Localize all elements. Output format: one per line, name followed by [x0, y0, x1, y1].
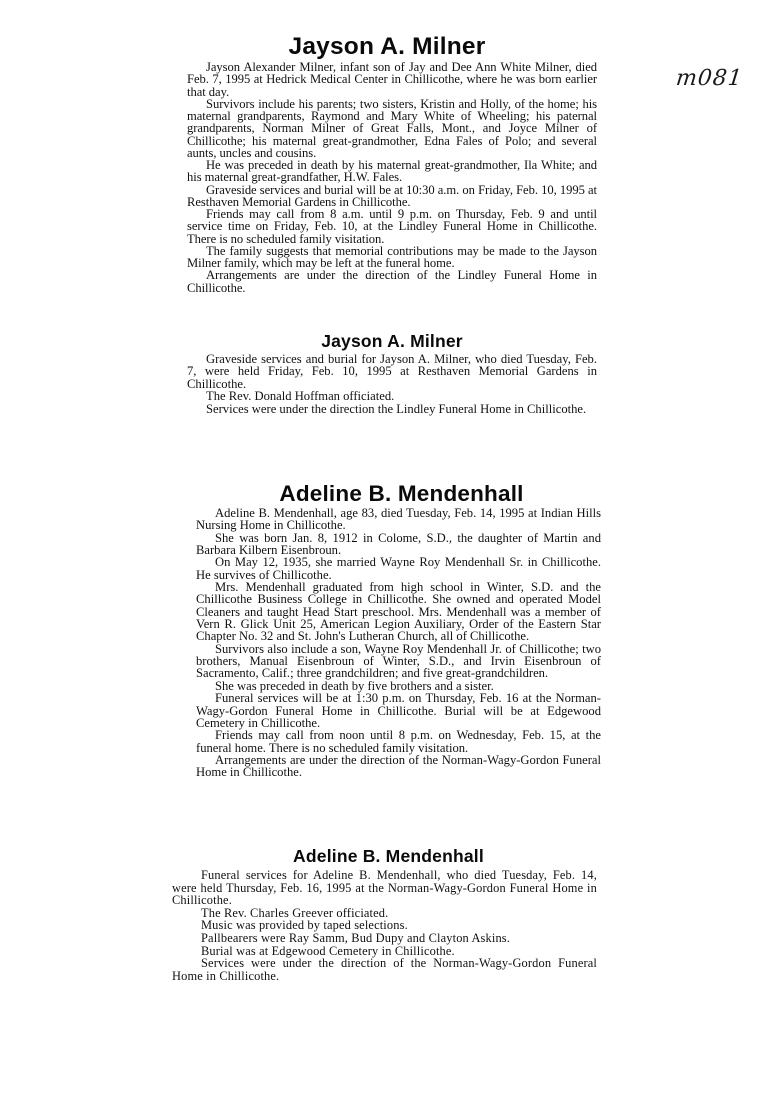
obituary-paragraph: The Rev. Charles Greever officiated. — [201, 905, 389, 920]
obituary-paragraph: Jayson Alexander Milner, infant son of Jay and Dee Ann White Milner, died Feb. 7, 1995 at Hedrick Medical Center in Chillicothe, where he was born earlier that day. — [187, 60, 597, 99]
obituary-jayson-milner-notice — [187, 33, 597, 294]
obituary-body — [196, 507, 601, 779]
obituary-paragraph: Graveside services and burial for Jayson A. Milner, who died Tuesday, Feb. 7, were held Friday, Feb. 10, 1995 at Resthaven Memorial Gardens in Chillicothe. — [187, 352, 597, 391]
obituary-paragraph: Arrangements are under the direction of the Lindley Funeral Home in Chillicothe. — [187, 268, 597, 295]
obituary-adeline-mendenhall-notice — [196, 480, 601, 779]
obituary-paragraph: Services were under the direction of the Norman-Wagy-Gordon Funeral Home in Chillicothe. — [172, 956, 597, 983]
obituary-paragraph: Friends may call from noon until 8 p.m. on Wednesday, Feb. 15, at the funeral home. There is no scheduled family visitation. — [196, 728, 601, 755]
obituary-paragraph: Survivors include his parents; two sisters, Kristin and Holly, of the home; his maternal grandparents, Raymond and Mary White of Wheeling; his paternal grandparents, Norman Milner of Great Falls, Mont., and Joyce Milner of Chillicothe; his maternal great-grandmother, Edna Fales of Polo; and several aunts, uncles and cousins. — [187, 96, 597, 160]
obituary-paragraph: Adeline B. Mendenhall, age 83, died Tuesday, Feb. 14, 1995 at Indian Hills Nursing Home in Chillicothe. — [196, 506, 601, 533]
obituary-paragraph: She was born Jan. 8, 1912 in Colome, S.D., the daughter of Martin and Barbara Kilbern Eisenbroun. — [196, 530, 601, 558]
obituary-paragraph: Music was provided by taped selections. — [201, 918, 408, 933]
obituary-title: Jayson A. Milner — [321, 331, 463, 351]
obituary-paragraph: Services were under the direction the Lindley Funeral Home in Chillicothe. — [206, 401, 587, 416]
obituary-paragraph: Graveside services and burial will be at 10:30 a.m. on Friday, Feb. 10, 1995 at Resthaven Memorial Gardens in Chillicothe. — [187, 182, 597, 209]
obituary-title: Adeline B. Mendenhall — [279, 481, 524, 506]
obituary-paragraph: On May 12, 1935, she married Wayne Roy Mendenhall Sr. in Chillicothe. He survives of Chillicothe. — [196, 555, 601, 582]
handwritten-document-code: m081 — [674, 66, 745, 91]
obituary-title: Jayson A. Milner — [288, 33, 486, 60]
obituary-paragraph: Survivors also include a son, Wayne Roy Mendenhall Jr. of Chillicothe; two brothers, Manual Eisenbroun of Winter, S.D., and Irvin Eisenbroun of Sacramento, Calif.; three grandchildren; and five great-grandchildren. — [196, 641, 601, 681]
obituary-paragraph: Funeral services will be at 1:30 p.m. on Thursday, Feb. 16 at the Norman-Wagy-Gordon Funeral Home in Chillicothe. Burial will be at Edgewood Cemetery in Chillicothe. — [196, 691, 601, 730]
obituary-adeline-mendenhall-services — [172, 845, 597, 982]
obituary-paragraph: Pallbearers were Ray Samm, Bud Dupy and Clayton Askins. — [201, 930, 511, 945]
obituary-jayson-milner-services — [187, 330, 597, 415]
obituary-paragraph: The Rev. Donald Hoffman officiated. — [206, 389, 395, 404]
obituary-paragraph: He was preceded in death by his maternal great-grandmother, Ila White; and his maternal great-grandfather, H.W. Fales. — [187, 158, 597, 185]
obituary-title: Adeline B. Mendenhall — [293, 846, 484, 866]
obituary-paragraph: Mrs. Mendenhall graduated from high school in Winter, S.D. and the Chillicothe Business College in Chillicothe. She owned and operated Model Cleaners and taught Head Start preschool. Mrs. Mendenhall was a member of Vern R. Glick Unit 25, American Legion Auxiliary, Order of the Eastern Star Chapter No. 32 and St. John's Lutheran Church, all of Chillicothe. — [196, 580, 601, 644]
obituary-paragraph: Funeral services for Adeline B. Mendenhall, who died Tuesday, Feb. 14, were held Thursday, Feb. 16, 1995 at the Norman-Wagy-Gordon Funeral Home in Chillicothe. — [172, 868, 597, 908]
obituary-body — [172, 869, 597, 982]
obituary-paragraph: Arrangements are under the direction of the Norman-Wagy-Gordon Funeral Home in Chillicothe. — [196, 752, 601, 780]
obituary-body — [187, 353, 597, 415]
obituary-paragraph: The family suggests that memorial contributions may be made to the Jayson Milner family, which may be left at the funeral home. — [187, 243, 597, 270]
obituary-paragraph: Friends may call from 8 a.m. until 9 p.m. on Thursday, Feb. 9 and until service time on Friday, Feb. 10, at the Lindley Funeral Home in Chillicothe. There is no scheduled family visitation. — [187, 207, 597, 246]
obituary-paragraph: She was preceded in death by five brothers and a sister. — [215, 678, 494, 693]
obituary-body — [187, 61, 597, 294]
obituary-paragraph: Burial was at Edgewood Cemetery in Chillicothe. — [201, 943, 455, 958]
